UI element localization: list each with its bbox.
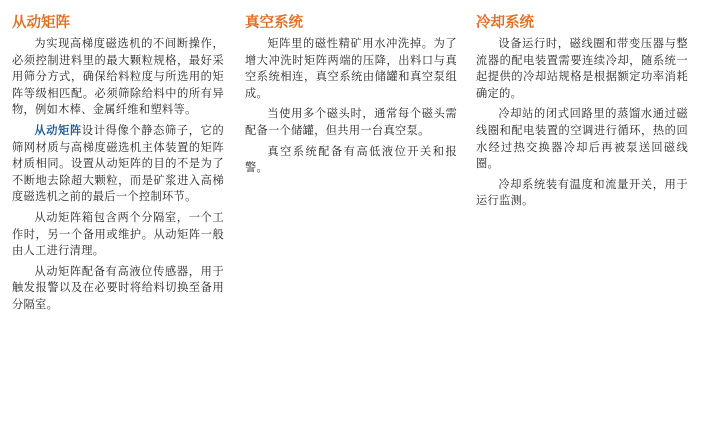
section-vacuum-system bbox=[245, 14, 457, 181]
paragraph-text: 真空系统配备有高低液位开关和报警。 bbox=[245, 144, 457, 175]
paragraph-text: 冷却站的闭式回路里的蒸馏水通过磁线圈和配电装置的空调进行循环，热的回水经过热交换器冷却后再被泵送回磁线圈。 bbox=[476, 107, 688, 171]
paragraph-text: 当使用多个磁头时，通常每个磁头需配备一个储罐，但共用一台真空泵。 bbox=[245, 107, 457, 137]
section-cooling-system bbox=[476, 14, 688, 214]
paragraph bbox=[12, 210, 224, 260]
paragraph bbox=[245, 144, 457, 177]
section-heading: 真空系统 bbox=[245, 15, 303, 31]
paragraph-text: 设备运行时，磁线圈和带变压器与整流器的配电装置需要连续冷却，随系统一起提供的冷却站规格是根据额定功率消耗确定的。 bbox=[476, 37, 688, 100]
paragraph bbox=[12, 123, 224, 206]
paragraph-text: 冷却系统装有温度和流量开关，用于运行监测。 bbox=[476, 177, 688, 208]
paragraph bbox=[12, 36, 224, 119]
section-heading: 从动矩阵 bbox=[12, 15, 70, 31]
paragraph-text: 从动矩阵配备有高液位传感器，用于触发报警以及在必要时将给料切换至备用分隔室。 bbox=[12, 264, 224, 311]
paragraph-text: 矩阵里的磁性精矿用水冲洗掉。为了增大冲洗时矩阵两端的压降，出料口与真空系统相连，真空系统由储罐和真空泵组成。 bbox=[245, 37, 457, 100]
paragraph bbox=[12, 264, 224, 314]
paragraph bbox=[476, 36, 688, 102]
paragraph bbox=[245, 36, 457, 102]
paragraph bbox=[476, 106, 688, 172]
paragraph-text: 为实现高梯度磁选机的不间断操作，必须控制进料里的最大颗粒规格，最好采用筛分方式，确保给料粒度与所选用的矩阵等级相匹配。必须筛除给料中的所有异物，例如木棒、金属纤维和塑料等。 bbox=[12, 37, 224, 117]
paragraph-text: 从动矩阵箱包含两个分隔室，一个工作时，另一个备用或维护。从动矩阵一般由人工进行清理。 bbox=[12, 210, 224, 258]
section-heading: 冷却系统 bbox=[476, 15, 534, 31]
paragraph-lead-term: 从动矩阵 bbox=[34, 123, 82, 137]
paragraph bbox=[245, 106, 457, 139]
paragraph-text: 设计得像个静态筛子，它的筛网材质与高梯度磁选机主体装置的矩阵材质相同。设置从动矩阵的目的不是为了不断地去除超大颗粒，而是矿浆进入高梯度磁选机之前的最后一个控制环节。 bbox=[12, 123, 224, 204]
section-follower-matrix bbox=[12, 14, 224, 318]
paragraph bbox=[476, 177, 688, 210]
